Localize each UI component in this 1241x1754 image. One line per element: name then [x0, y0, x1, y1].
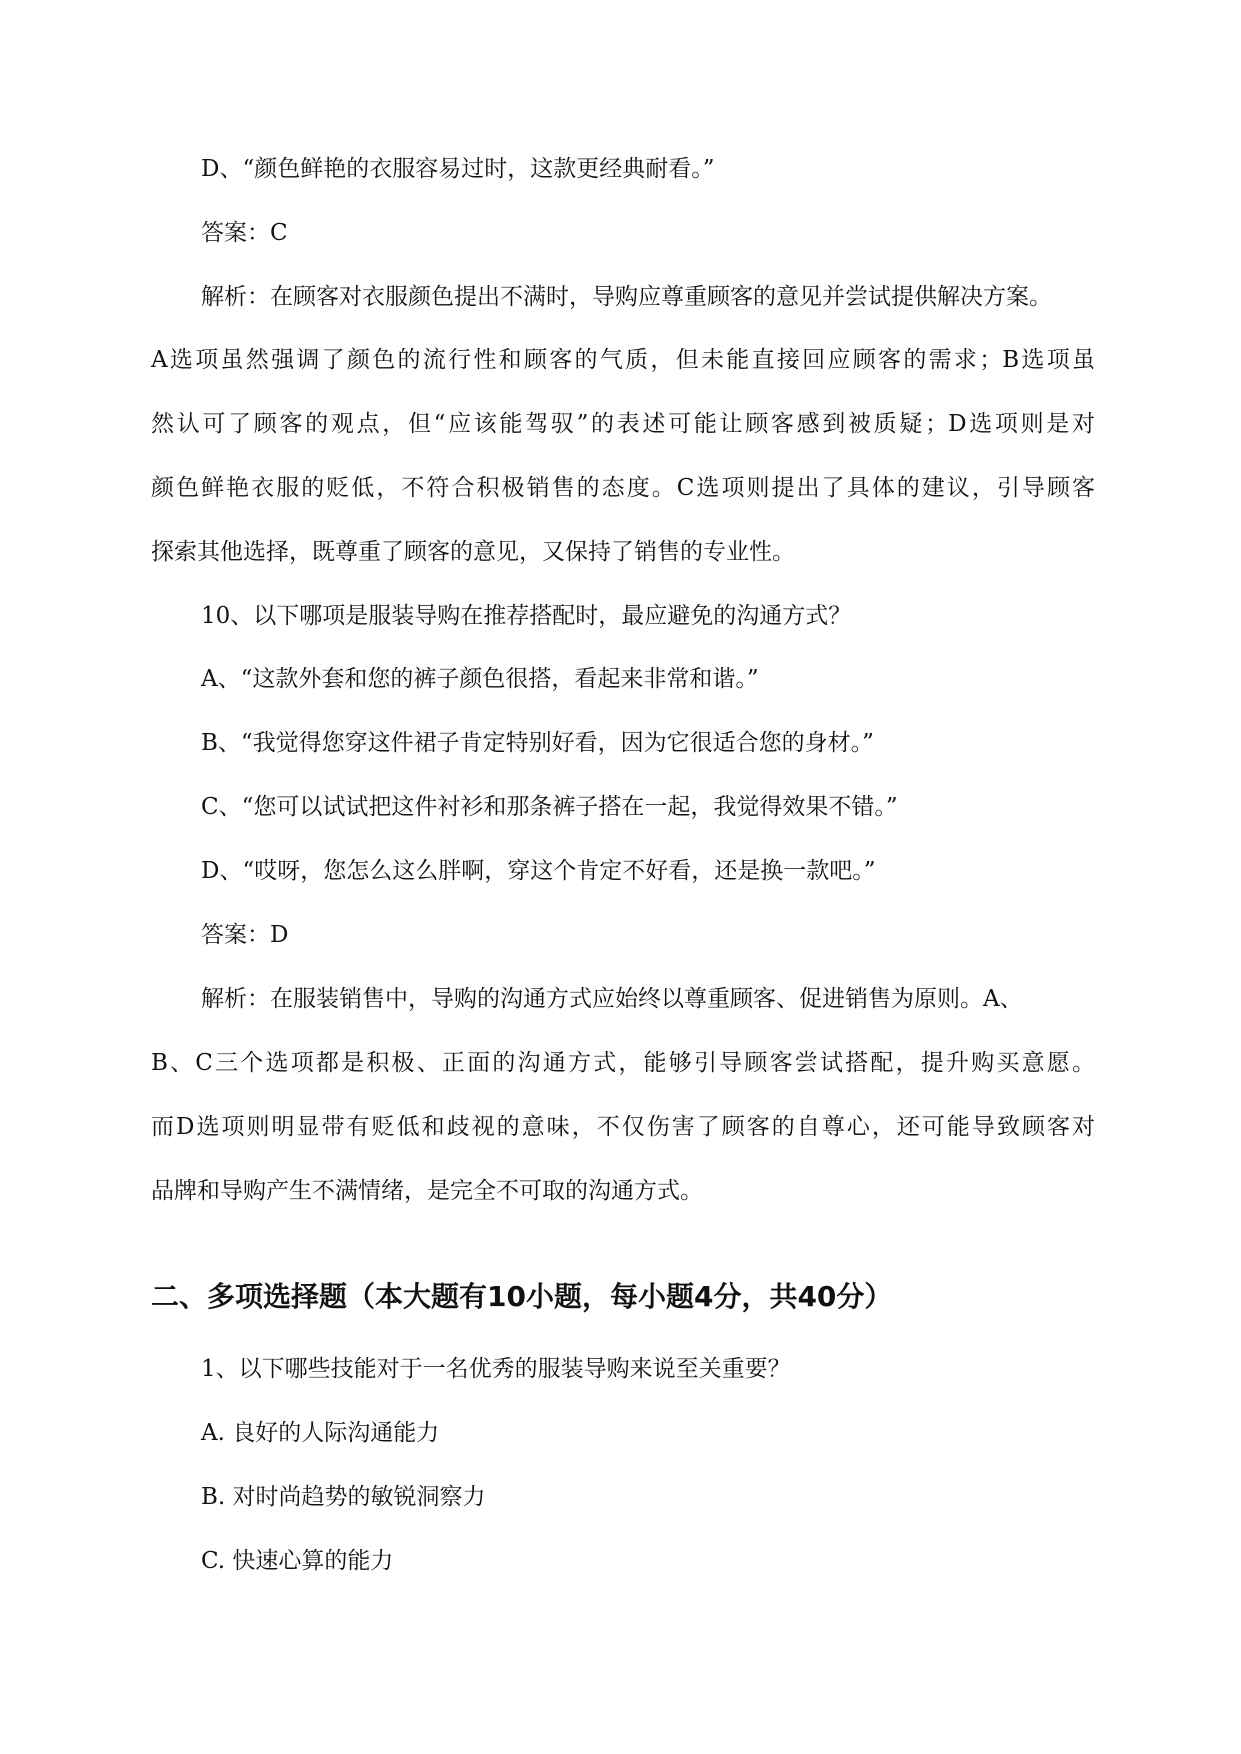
section-heading: 二、多项选择题（本大题有10小题，每小题4分，共40分）	[151, 1280, 893, 1313]
q10-option-a: A、“这款外套和您的裤子颜色很搭，看起来非常和谐。”	[201, 666, 759, 692]
q10-analysis-line-4: 品牌和导购产生不满情绪，是完全不可取的沟通方式。	[151, 1178, 703, 1204]
q10-option-c: C、“您可以试试把这件衬衫和那条裤子搭在一起，我觉得效果不错。”	[201, 794, 898, 820]
q10-question: 10、以下哪项是服装导购在推荐搭配时，最应避免的沟通方式？	[201, 603, 852, 629]
s2-q1-question: 1、以下哪些技能对于一名优秀的服装导购来说至关重要？	[201, 1356, 791, 1382]
q9-analysis-line-2: A选项虽然强调了颜色的流行性和顾客的气质，但未能直接回应顾客的需求；B选项虽	[151, 347, 1095, 373]
q10-analysis-line-1: 解析：在服装销售中，导购的沟通方式应始终以尊重顾客、促进销售为原则。A、	[201, 986, 1023, 1012]
q10-answer: 答案：D	[201, 922, 289, 948]
q9-answer: 答案：C	[201, 220, 288, 246]
q9-analysis-line-4: 颜色鲜艳衣服的贬低，不符合积极销售的态度。C选项则提出了具体的建议，引导顾客	[151, 475, 1095, 501]
q9-analysis-line-5: 探索其他选择，既尊重了顾客的意见，又保持了销售的专业性。	[151, 539, 795, 565]
q9-analysis-line-1: 解析：在顾客对衣服颜色提出不满时，导购应尊重顾客的意见并尝试提供解决方案。	[201, 284, 1052, 310]
q9-analysis-line-3: 然认可了顾客的观点，但“应该能驾驭”的表述可能让顾客感到被质疑；D选项则是对	[151, 411, 1095, 437]
q10-analysis-line-2: B、C三个选项都是积极、正面的沟通方式，能够引导顾客尝试搭配，提升购买意愿。	[151, 1050, 1095, 1076]
s2-q1-option-a: A. 良好的人际沟通能力	[201, 1420, 440, 1446]
s2-q1-option-b: B. 对时尚趋势的敏锐洞察力	[201, 1484, 486, 1510]
s2-q1-option-c: C. 快速心算的能力	[201, 1548, 394, 1574]
q10-option-d: D、“哎呀，您怎么这么胖啊，穿这个肯定不好看，还是换一款吧。”	[201, 858, 876, 884]
q10-option-b: B、“我觉得您穿这件裙子肯定特别好看，因为它很适合您的身材。”	[201, 730, 874, 756]
q9-option-d: D、“颜色鲜艳的衣服容易过时，这款更经典耐看。”	[201, 156, 715, 182]
q10-analysis-line-3: 而D选项则明显带有贬低和歧视的意味，不仅伤害了顾客的自尊心，还可能导致顾客对	[151, 1114, 1095, 1140]
